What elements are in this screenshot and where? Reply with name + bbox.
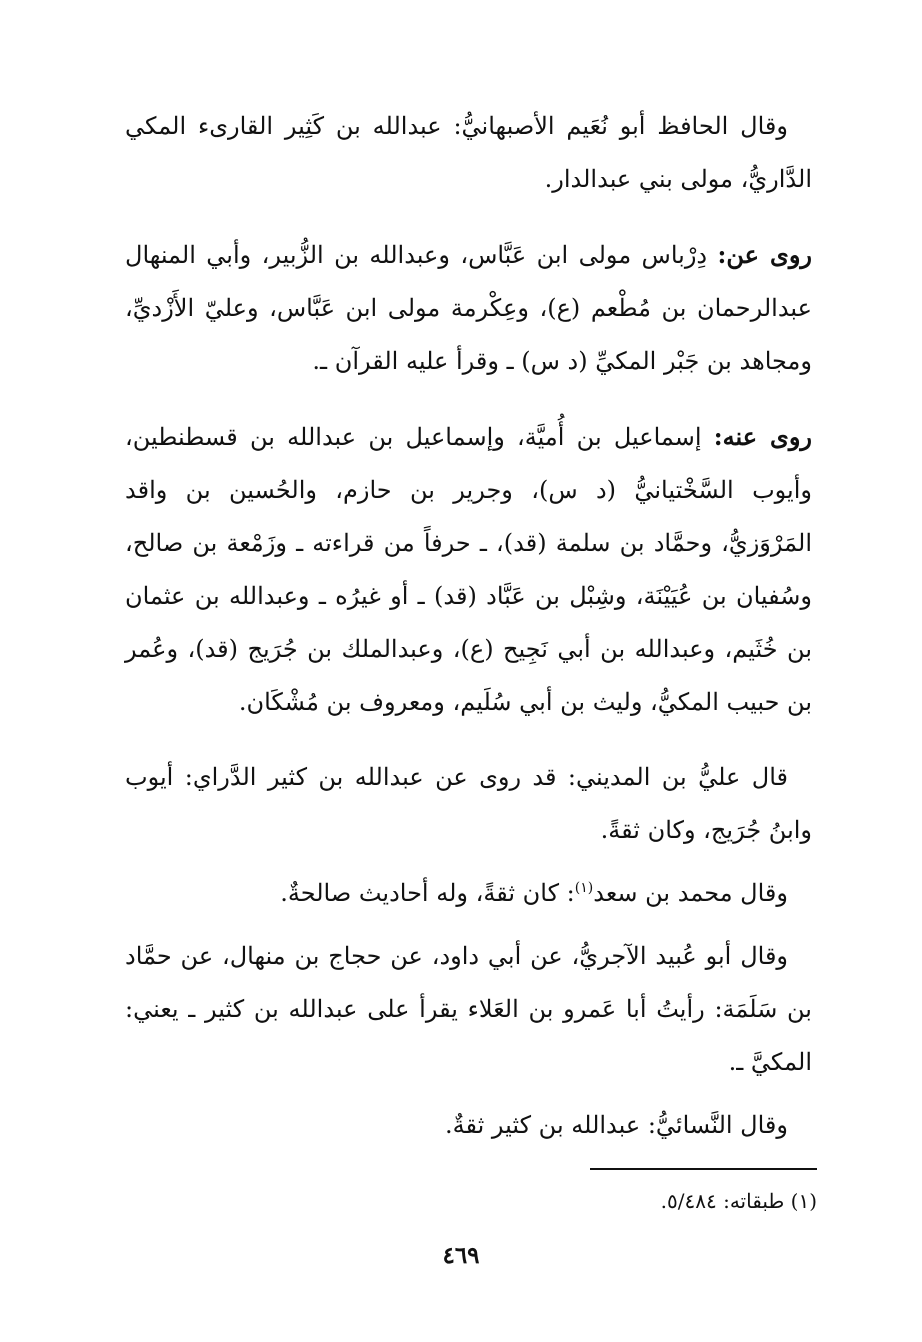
- paragraph-text: دِرْباس مولى ابن عَبَّاس، وعبدالله بن الزُّبير، وأبي المنهال عبدالرحمان بن مُطْعم (ع)، وعِكْرمة مولى ابن عَبَّاس، وعليّ الأَزْديِّ، ومجاهد بن جَبْر المكيِّ (د س) ـ وقرأ عليه القرآن ـ.: [125, 241, 812, 375]
- footnote: (١) طبقاته: ٥/٤٨٤.: [660, 1189, 817, 1213]
- section-heading-narrated-from: روى عن:: [717, 240, 812, 269]
- paragraph-narrated-from: [125, 228, 812, 388]
- footnote-marker: (١): [574, 880, 594, 896]
- paragraph-text: وقال النَّسائيُّ: عبدالله بن كثير ثقةٌ.: [444, 1111, 788, 1139]
- paragraph-text: وقال الحافظ أبو نُعَيم الأصبهانيُّ: عبدالله بن كَثِير القارىء المكي الدَّاريُّ، مولى بني عبدالدار.: [125, 112, 812, 193]
- body-text: [125, 100, 812, 1162]
- paragraph-nasai: [125, 1099, 812, 1152]
- page-number: ٤٦٩: [442, 1242, 480, 1269]
- section-heading-narrated-by: روى عنه:: [713, 422, 813, 451]
- paragraph-text: إسماعيل بن أُميَّة، وإسماعيل بن عبدالله بن قسطنطين، وأيوب السَّخْتيانيُّ (د س)، وجرير بن حازم، والحُسين بن واقد المَرْوَزيُّ، وحمَّاد بن سلمة (قد)، ـ حرفاً من قراءته ـ وزَمْعة بن صالح، وسُفيان بن عُيَيْنَة، وشِبْل بن عَبَّاد (قد) ـ أو غيرُه ـ وعبدالله بن عثمان بن خُثَيم، وعبدالله بن أبي نَجِيح (ع)، وعبدالملك بن جُرَيج (قد)، وعُمر بن حبيب المكيُّ، وليث بن أبي سُلَيم، ومعروف بن مُشْكَان.: [125, 423, 812, 716]
- paragraph-text: قال عليُّ بن المديني: قد روى عن عبدالله بن كثير الدَّراي: أيوب وابنُ جُرَيج، وكان ثقةً.: [125, 763, 812, 844]
- paragraph-ali-madini: [125, 751, 812, 857]
- paragraph-text: وقال أبو عُبيد الآجريُّ، عن أبي داود، عن حجاج بن منهال، عن حمَّاد بن سَلَمَة: رأيتُ أبا عَمرو بن العَلاء يقرأ على عبدالله بن كثير ـ يعني: المكيَّ ـ.: [125, 942, 812, 1076]
- paragraph-ibn-saad: [125, 867, 812, 920]
- paragraph-text-before: وقال محمد بن سعد: [593, 879, 788, 907]
- paragraph-narrated-by: [125, 410, 812, 729]
- paragraph-abu-nuaym: [125, 100, 812, 206]
- paragraph-text-after: : كان ثقةً، وله أحاديث صالحةٌ.: [280, 879, 575, 907]
- footnote-divider: [590, 1168, 817, 1170]
- paragraph-ajurri: [125, 930, 812, 1089]
